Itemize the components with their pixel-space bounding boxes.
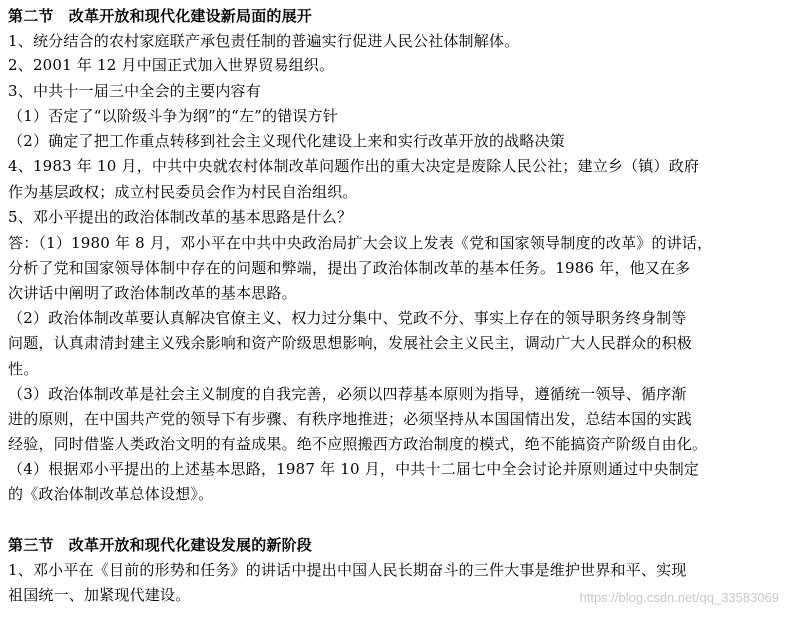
section-2-line: 答：（1）1980 年 8 月，邓小平在中共中央政治局扩大会议上发表《党和国家领导制度的改革》的讲话，: [8, 234, 713, 252]
section-3-line: 祖国统一、加紧现代建设。: [8, 586, 191, 604]
section-2-line: 作为基层政权；成立村民委员会作为村民自治组织。: [8, 183, 358, 201]
watermark-url: https://blog.csdn.net/qq_33583069: [579, 590, 779, 605]
section-2-line: 分析了党和国家领导体制中存在的问题和弊端，提出了政治体制改革的基本任务。1986 年，他又在多: [8, 259, 691, 277]
section-2-line: 的《政治体制改革总体设想》。: [8, 485, 214, 503]
section-2-line: （2）确定了把工作重点转移到社会主义现代化建设上来和实行改革开放的战略决策: [8, 132, 565, 150]
section-2-line: （4）根据邓小平提出的上述基本思路，1987 年 10 月，中共十二届七中全会讨论并原则通过中央制定: [8, 460, 700, 478]
section-3-heading: 第三节 改革开放和现代化建设发展的新阶段: [8, 536, 313, 554]
section-3-line: 1、邓小平在《目前的形势和任务》的讲话中提出中国人民长期奋斗的三件大事是维护世界和平、实现: [8, 561, 687, 579]
section-2-line: 性。: [8, 360, 39, 378]
section-2-line: 经验，同时借鉴人类政治文明的有益成果。绝不应照搬西方政治制度的模式，绝不能搞资产阶级自由化。: [8, 435, 708, 453]
section-2-line: 问题，认真肃清封建主义残余影响和资产阶级思想影响，发展社会主义民主，调动广大人民群众的积极: [8, 334, 693, 352]
section-2-line: 4、1983 年 10 月，中共中央就农村体制改革问题作出的重大决定是废除人民公社；建立乡（镇）政府: [8, 157, 700, 175]
section-2-line: （1）否定了“以阶级斗争为纲”的“左”的错误方针: [8, 107, 339, 125]
section-2-line: 进的原则，在中国共产党的领导下有步骤、有秩序地推进；必须坚持从本国国情出发，总结本国的实践: [8, 410, 693, 428]
section-2-heading: 第二节 改革开放和现代化建设新局面的展开: [8, 7, 313, 25]
section-2-line: 3、中共十一届三中全会的主要内容有: [8, 82, 261, 100]
section-2-line: 5、邓小平提出的政治体制改革的基本思路是什么？: [8, 208, 353, 226]
section-2-line: 次讲话中阐明了政治体制改革的基本思路。: [8, 284, 297, 302]
section-2-line: （2）政治体制改革要认真解决官僚主义、权力过分集中、党政不分、事实上存在的领导职务终身制等: [8, 309, 687, 327]
section-2-line: 2、2001 年 12 月中国正式加入世界贸易组织。: [8, 56, 335, 74]
section-2-line: 1、统分结合的农村家庭联产承包责任制的普遍实行促进人民公社体制解体。: [8, 32, 520, 50]
section-2-line: （3）政治体制改革是社会主义制度的自我完善，必须以四荐基本原则为指导，遵循统一领导、循序渐: [8, 385, 687, 403]
